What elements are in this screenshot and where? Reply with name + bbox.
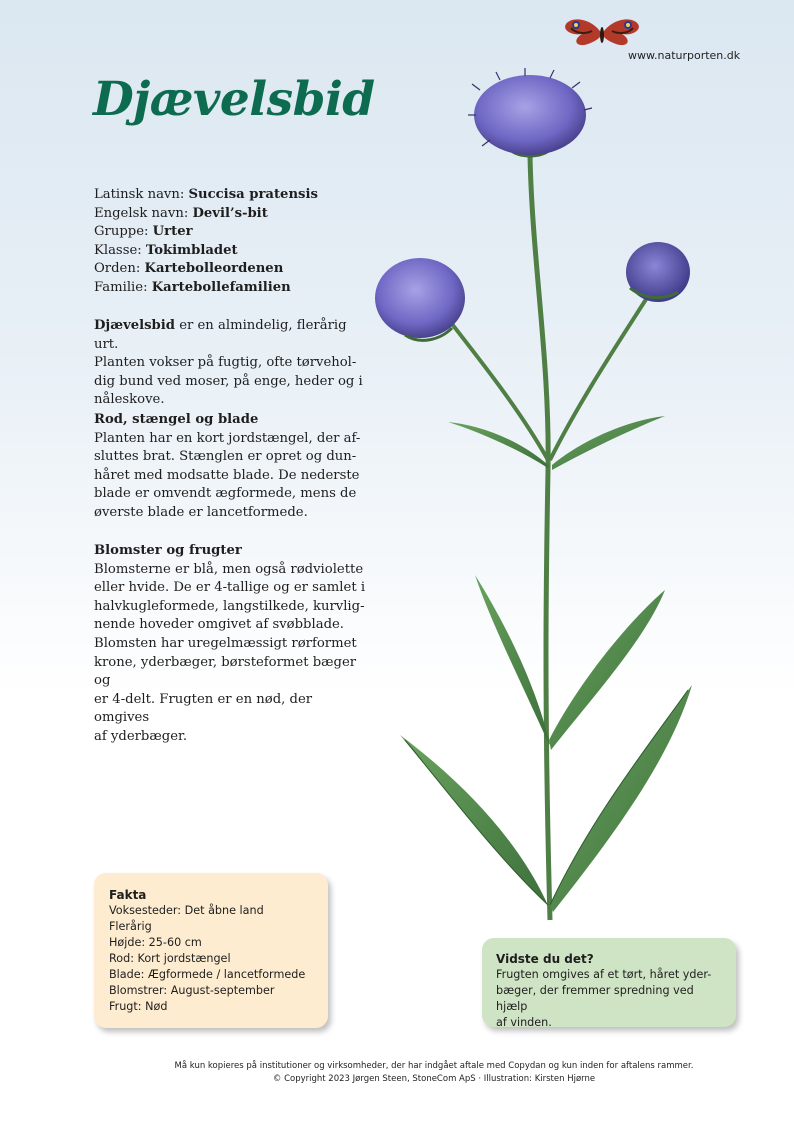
taxonomy-row: Orden: Kartebolleordenen <box>94 261 284 277</box>
facts-line: Blade: Ægformede / lancetformede <box>109 968 306 981</box>
facts-line: Flerårig <box>109 920 152 933</box>
taxonomy-row: Engelsk navn: Devil’s-bit <box>94 205 268 221</box>
did-you-know-line: Frugten omgives af et tørt, håret yder- <box>496 968 712 981</box>
footer-copyright: © Copyright 2023 Jørgen Steen, StoneCom ApS · Illustration: Kirsten Hjørne <box>272 1074 596 1084</box>
intro-paragraph: Djævelsbid er en almindelig, flerårig urt. Planten vokser på fugtig, ofte tørvehol- dig bund ved moser, på enge, heder og i nåleskove. <box>94 318 363 408</box>
footer-license: Må kun kopieres på institutioner og virksomheder, der har indgået aftale med Copydan og kun inden for aftalens rammer. <box>174 1061 694 1071</box>
taxonomy-row: Klasse: Tokimbladet <box>94 242 238 258</box>
taxonomy-row: Gruppe: Urter <box>94 224 193 240</box>
facts-line: Voksesteder: Det åbne land <box>109 904 264 917</box>
facts-line: Rod: Kort jordstængel <box>109 952 231 965</box>
taxonomy-row: Latinsk navn: Succisa pratensis <box>94 187 318 202</box>
did-you-know-line: bæger, der fremmer spredning ved hjælp <box>496 984 694 1013</box>
footer <box>0 1060 794 1086</box>
facts-heading: Fakta <box>109 888 147 902</box>
section-heading: Blomster og frugter <box>94 543 242 558</box>
plant-illustration <box>360 60 720 940</box>
page-title: Djævelsbid <box>93 72 375 127</box>
section-heading: Rod, stængel og blade <box>94 412 259 427</box>
website-url[interactable]: www.naturporten.dk <box>628 49 741 62</box>
section-root-stem-leaves: Rod, stængel og blade Planten har en kort jordstængel, der af- sluttes brat. Stænglen er opret og dun- håret med modsatte blade. De nederste blade er omvendt ægformede, mens de øverste blade er lancetformede. <box>94 411 369 523</box>
section-flowers-fruits: Blomster og frugter Blomsterne er blå, men også rødviolette eller hvide. De er 4-tallige og er samlet i halvkugleformede, langstilkede, kurvlig- nende hoveder omgivet af svøbblade. Blomsten har uregelmæssigt rørformet krone, yderbæger, børsteformet bæger og er 4-delt. Frugten er en nød, der omgives af yderbæger. <box>94 542 369 747</box>
did-you-know-box <box>482 938 736 1027</box>
butterfly-logo <box>562 14 644 54</box>
did-you-know-heading: Vidste du det? <box>496 952 594 966</box>
facts-line: Højde: 25-60 cm <box>109 936 202 949</box>
facts-box <box>94 873 328 1028</box>
did-you-know-line: af vinden. <box>496 1016 552 1029</box>
facts-line: Blomstrer: August-september <box>109 984 275 997</box>
facts-line: Frugt: Nød <box>109 1000 168 1013</box>
taxonomy-row: Familie: Kartebollefamilien <box>94 279 291 295</box>
taxonomy-list <box>94 186 318 298</box>
